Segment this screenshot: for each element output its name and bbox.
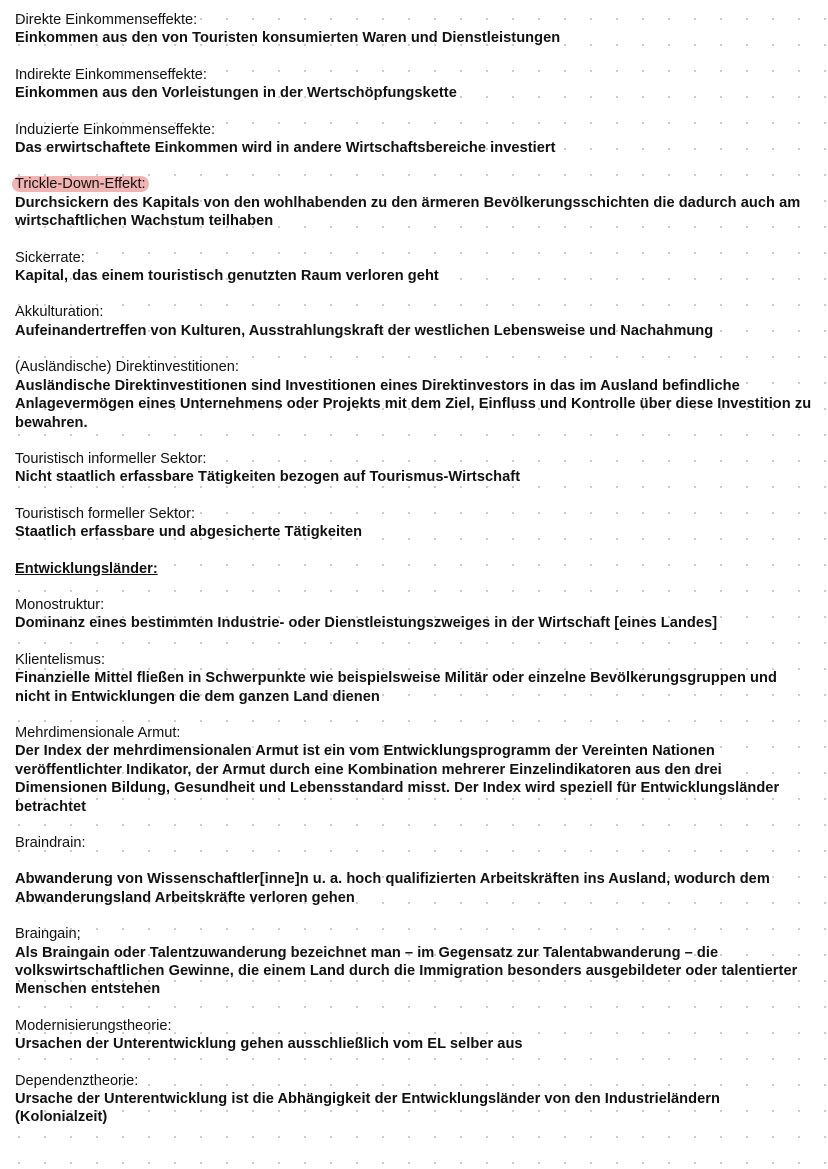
- glossary-entry: [15, 925, 816, 999]
- glossary-entry: [15, 450, 816, 487]
- entry-term: Touristisch informeller Sektor:: [15, 450, 207, 467]
- glossary-entry: [15, 505, 816, 542]
- entry-definition: Einkommen aus den Vorleistungen in der Wertschöpfungskette: [15, 85, 457, 102]
- glossary-entry: [15, 834, 816, 907]
- entry-definition: Dominanz eines bestimmten Industrie- oder Dienstleistungszweiges in der Wirtschaft [eines Landes]: [15, 615, 718, 632]
- glossary-entry: [15, 303, 816, 340]
- entry-term: Direkte Einkommenseffekte:: [15, 12, 198, 28]
- entry-definition: Durchsickern des Kapitals von den wohlhabenden zu den ärmeren Bevölkerungsschichten die dadurch auch am wirtschaftlichen Wachstum teilhaben: [15, 194, 801, 230]
- glossary-entry: [15, 11, 816, 48]
- glossary-entry: [15, 1017, 816, 1054]
- blank-line: [15, 852, 816, 870]
- section-heading: Entwicklungsländer:: [15, 560, 158, 577]
- entry-definition: Aufeinandertreffen von Kulturen, Ausstrahlungskraft der westlichen Lebensweise und Nachahmung: [15, 322, 714, 339]
- entry-term: Modernisierungstheorie:: [15, 1017, 172, 1034]
- glossary-entry: [15, 358, 816, 432]
- entry-term: Klientelismus:: [15, 651, 106, 668]
- entry-term: (Ausländische) Direktinvestitionen:: [15, 359, 239, 376]
- entry-definition: Ausländische Direktinvestitionen sind Investitionen eines Direktinvestors in das im Ausland befindliche Anlagevermögen eines Unternehmens oder Projekts mit dem Ziel, Einfluss und Kontrolle über diese Investition zu bewahren.: [15, 377, 812, 431]
- entry-term: Mehrdimensionale Armut:: [15, 724, 181, 741]
- glossary-entry: [15, 66, 816, 103]
- entry-term-highlighted: [15, 175, 816, 193]
- glossary-entry: [15, 175, 816, 230]
- glossary-entry: [15, 249, 816, 286]
- entry-term: Dependenztheorie:: [15, 1072, 139, 1089]
- entry-definition: Finanzielle Mittel fließen in Schwerpunkte wie beispielsweise Militär oder einzelne Bevölkerungsgruppen und nicht in Entwicklungen die dem ganzen Land dienen: [15, 670, 777, 705]
- glossary-entry: [15, 1072, 816, 1127]
- entry-definition: Einkommen aus den von Touristen konsumierten Waren und Dienstleistungen: [15, 30, 561, 47]
- entry-definition: Das erwirtschaftete Einkommen wird in andere Wirtschaftsbereiche investiert: [15, 140, 556, 157]
- entry-term: Touristisch formeller Sektor:: [15, 505, 196, 522]
- entry-definition: Staatlich erfassbare und abgesicherte Tätigkeiten: [15, 524, 363, 541]
- entry-definition: Als Braingain oder Talentzuwanderung bezeichnet man – im Gegensatz zur Talentabwanderung – die volkswirtschaftlichen Gewinne, die einem Land durch die Immigration besonders ausgebildeter oder talentierter Menschen entstehen: [15, 944, 798, 998]
- entry-definition: Nicht staatlich erfassbare Tätigkeiten bezogen auf Tourismus-Wirtschaft: [15, 469, 521, 486]
- entry-term: Monostruktur:: [15, 596, 105, 613]
- entry-definition: Ursachen der Unterentwicklung gehen ausschließlich vom EL selber aus: [15, 1036, 523, 1053]
- entry-term: Induzierte Einkommenseffekte:: [15, 121, 216, 138]
- entry-definition: Kapital, das einem touristisch genutzten Raum verloren geht: [15, 268, 439, 285]
- entry-term: Braingain;: [15, 926, 81, 943]
- entry-definition: Abwanderung von Wissenschaftler[inne]n u. a. hoch qualifizierten Arbeitskräften ins Ausland, wodurch dem Abwanderungsland Arbeitskräfte verloren gehen: [15, 871, 770, 906]
- entry-definition: Der Index der mehrdimensionalen Armut ist ein vom Entwicklungsprogramm der Vereinten Nationen veröffentlichter Indikator, der Armut durch eine Kombination mehrerer Einzelindikatoren aus den drei Dimensionen Bildung, Gesundheit und Lebensstandard misst. Der Index wird speziell für Entwicklungsländer betrachtet: [15, 743, 780, 815]
- entry-term: Sickerrate:: [15, 249, 85, 266]
- entry-definition: Ursache der Unterentwicklung ist die Abhängigkeit der Entwicklungsländer von den Industrieländern (Kolonialzeit): [15, 1091, 720, 1126]
- entry-term: Indirekte Einkommenseffekte:: [15, 66, 207, 83]
- entry-term: Akkulturation:: [15, 304, 104, 321]
- glossary-entry: [15, 724, 816, 816]
- glossary-entry: [15, 121, 816, 158]
- glossary-entry: [15, 651, 816, 706]
- highlight-marker: Trickle-Down-Effekt:: [12, 176, 149, 192]
- glossary-entry: [15, 596, 816, 633]
- entry-term: Braindrain:: [15, 835, 86, 851]
